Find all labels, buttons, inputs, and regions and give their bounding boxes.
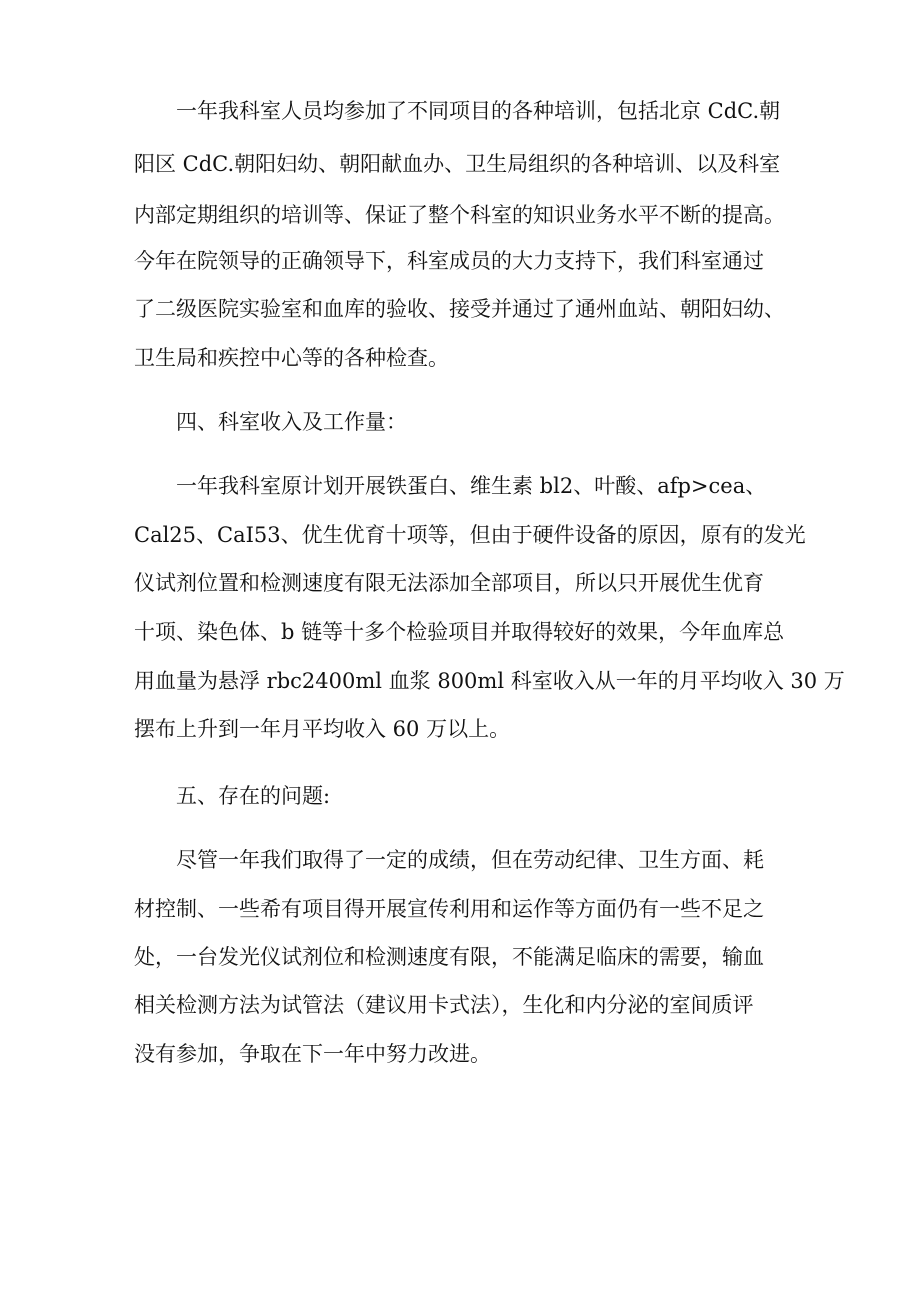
para2-line-4: 十项、染色体、b 链等十多个检验项目并取得较好的效果，今年血库总 [134, 620, 785, 644]
para2-line-3: 仪试剂位置和检测速度有限无法添加全部项目，所以只开展优生优育 [134, 571, 764, 595]
para1-line-5: 了二级医院实验室和血库的验收、接受并通过了通州血站、朝阳妇幼、 [134, 297, 785, 321]
para1-line-3: 内部定期组织的培训等、保证了整个科室的知识业务水平不断的提高。 [134, 203, 785, 227]
para2-line-5: 用血量为悬浮 rbc2400ml 血浆 800ml 科室收入从一年的月平均收入 30 万 [134, 669, 845, 693]
para2-line-2: Cal25、CaI53、优生优育十项等，但由于硬件设备的原因，原有的发光 [134, 523, 806, 547]
para3-line-4: 相关检测方法为试管法（建议用卡式法），生化和内分泌的室间质评 [134, 993, 754, 1017]
para2-line-6: 摆布上升到一年月平均收入 60 万以上。 [134, 717, 511, 741]
para3-line-2: 材控制、一些希有项目得开展宣传利用和运作等方面仍有一些不足之 [134, 897, 764, 921]
para3-line-3: 处，一台发光仪试剂位和检测速度有限，不能满足临床的需要，输血 [134, 945, 764, 969]
para1-line-6: 卫生局和疾控中心等的各种检查。 [134, 346, 449, 370]
para1-line-2: 阳区 CdC.朝阳妇幼、朝阳献血办、卫生局组织的各种培训、以及科室 [134, 152, 781, 176]
para1-line-1: 一年我科室人员均参加了不同项目的各种培训，包括北京 CdC.朝 [176, 99, 781, 123]
para2-line-1: 一年我科室原计划开展铁蛋白、维生素 bl2、叶酸、afp>cea、 [176, 474, 767, 498]
section-heading-4: 四、科室收入及工作量： [176, 410, 407, 434]
para3-line-5: 没有参加，争取在下一年中努力改进。 [134, 1042, 491, 1066]
section-heading-5: 五、存在的问题: [176, 784, 331, 808]
para1-line-4: 今年在院领导的正确领导下，科室成员的大力支持下，我们科室通过 [134, 249, 764, 273]
para3-line-1: 尽管一年我们取得了一定的成绩，但在劳动纪律、卫生方面、耗 [176, 848, 764, 872]
